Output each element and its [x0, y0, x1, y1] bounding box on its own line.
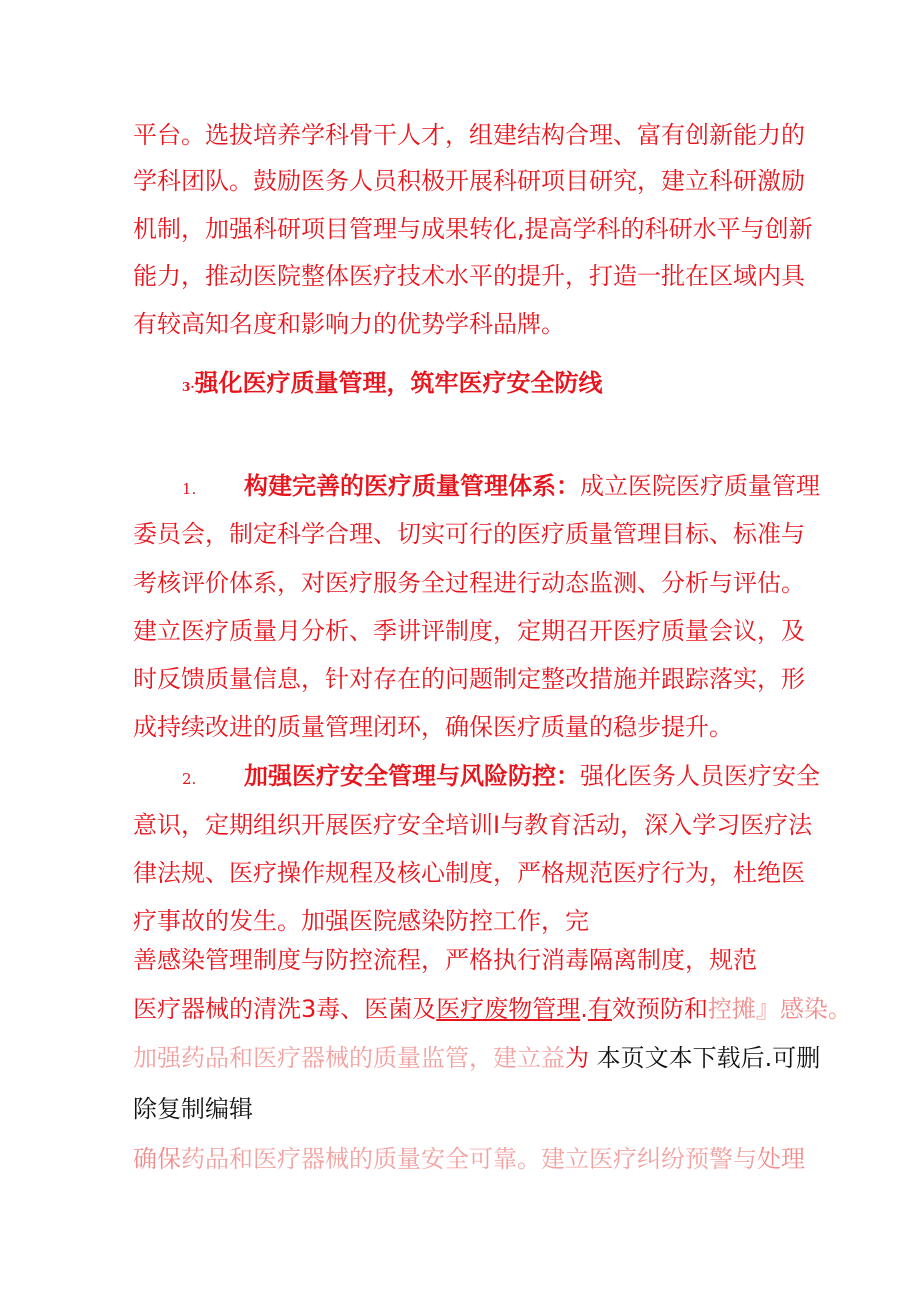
item1-first-line-rest: 成立医院医疗质量管理: [580, 472, 820, 500]
section-number: 3·: [182, 380, 195, 394]
ensure-text-a: 确保: [133, 1145, 181, 1173]
devices-text-e: 效预防和: [611, 995, 708, 1023]
download-notice: 本页文本下载后.可删: [589, 1044, 821, 1072]
devices-link-waste: 医疗废物管理: [436, 995, 581, 1023]
item1-number: 1.: [182, 480, 197, 498]
item1-line-2: 委员会，制定科学合理、切实可行的医疗质量管理目标、标准与: [133, 520, 805, 548]
item1-line-4: 建立医疗质量月分析、季讲评制度，定期召开医疗质量会议，及: [133, 617, 805, 645]
item1-line-6: 成持续改进的质量管理闭环，确保医疗质量的稳步提升。: [133, 713, 733, 741]
item1-heading: 构建完善的医疗质量管理体系：: [244, 472, 580, 500]
ensure-text-b: 药品和医疗器械的质量安全可靠。建立医疗纠纷预警与: [181, 1145, 757, 1173]
paragraph1-line-4: 能力，推动医院整体医疗技术水平的提升，打造一批在区域内具: [133, 262, 805, 290]
item2-number: 2.: [182, 770, 197, 788]
item2-first-line: [182, 761, 820, 794]
item2-line-delete: 除复制编辑: [133, 1095, 253, 1123]
item2-line-3: 律法规、医疗操作规程及核心制度，严格规范医疗行为，杜绝医: [133, 859, 805, 887]
item2-line-2: 意识，定期组织开展医疗安全培训I与教育活动，深入学习医疗法: [133, 811, 813, 839]
devices-text-d: 有: [587, 995, 612, 1023]
devices-text-c: .: [580, 995, 588, 1023]
paragraph1-line-2: 学科团队。鼓励医务人员积极开展科研项目研究，建立科研激励: [133, 167, 805, 195]
item2-line-5: 善感染管理制度与防控流程，严格执行消毒隔离制度，规范: [133, 946, 757, 974]
item2-line-4: 疗事故的发生。加强医院感染防控工作，完: [133, 907, 589, 935]
drugs-text-a: 加强药品和医疗器械的质量监管，建立益: [133, 1044, 565, 1072]
item1-line-3: 考核评价体系，对医疗服务全过程进行动态监测、分析与评估。: [133, 569, 805, 597]
item2-line-ensure: [133, 1144, 805, 1174]
item1-line-5: 时反馈质量信息，针对存在的问题制定整改措施并跟踪落实，形: [133, 665, 805, 693]
section-title: 强化医疗质量管理，筑牢医疗安全防线: [194, 369, 603, 397]
item2-first-line-rest: 强化医务人员医疗安全: [580, 762, 820, 790]
item2-line-devices: [133, 994, 852, 1024]
devices-text-f: 控摊』感染。: [707, 995, 852, 1023]
item1-first-line: [182, 471, 820, 504]
item2-heading: 加强医疗安全管理与风险防控：: [244, 762, 580, 790]
devices-text-a: 医疗器械的清洗3毒、医菌及: [133, 995, 437, 1023]
ensure-text-c: 处理: [757, 1145, 805, 1173]
item2-line-drugs: [133, 1043, 820, 1073]
paragraph1-line-5: 有较高知名度和影响力的优势学科品牌。: [133, 310, 565, 338]
drugs-text-b: 为: [565, 1044, 589, 1072]
paragraph1-line-3: 机制，加强科研项目管理与成果转化,提高学科的科研水平与创新: [133, 215, 813, 243]
section-heading: [182, 368, 603, 402]
paragraph1-line-1: 平台。选拔培养学科骨干人才，组建结构合理、富有创新能力的: [133, 121, 805, 149]
